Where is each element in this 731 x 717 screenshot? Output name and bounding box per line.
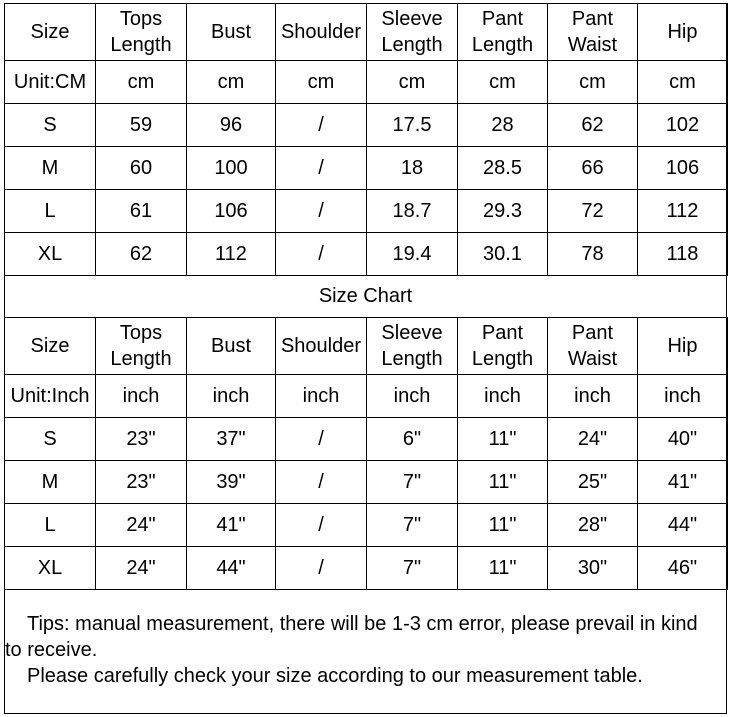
size-label-cell: XL [5,547,96,590]
table-cell: 28.5 [458,147,548,190]
column-header: Pant Length [458,318,548,375]
table-cell: 28" [548,504,638,547]
tips-line-3: Please carefully check your size according to our measurement table. [27,665,643,687]
table-cell: / [276,547,367,590]
table-cell: 112 [187,233,276,276]
table-cell: 7" [367,547,458,590]
table-cell: 11" [458,461,548,504]
column-header: Hip [638,4,728,61]
size-label-cell: L [5,190,96,233]
table-cell: inch [548,375,638,418]
table-cell: inch [638,375,728,418]
table-cell: 106 [187,190,276,233]
table-cell: 18.7 [367,190,458,233]
table-cell: cm [638,61,728,104]
table-cell: 6" [367,418,458,461]
table-cell: 96 [187,104,276,147]
column-header: Sleeve Length [367,4,458,61]
table-cell: 60 [96,147,187,190]
tips-note [4,589,727,714]
size-label-cell: Unit:CM [5,61,96,104]
table-cell: 11" [458,418,548,461]
table-row [5,418,728,461]
size-label-cell: Unit:Inch [5,375,96,418]
table-cell: 78 [548,233,638,276]
table-cell: 44" [638,504,728,547]
table-cell: 7" [367,504,458,547]
table-cell: 102 [638,104,728,147]
table-cell: 11" [458,504,548,547]
table-units-row [5,61,728,104]
table-cell: 62 [548,104,638,147]
size-label-cell: L [5,504,96,547]
table-cell: 11" [458,547,548,590]
size-chart-caption: Size Chart [4,274,727,318]
column-header: Pant Length [458,4,548,61]
table-cell: cm [96,61,187,104]
table-cell: inch [187,375,276,418]
column-header: Bust [187,318,276,375]
table-row [5,233,728,276]
table-cell: 23" [96,418,187,461]
table-header-row [5,318,728,375]
size-label-cell: S [5,418,96,461]
table-cell: 72 [548,190,638,233]
table-cell: / [276,418,367,461]
table-cell: 46" [638,547,728,590]
table-cell: 59 [96,104,187,147]
size-table-cm-body [5,4,728,276]
table-cell: cm [548,61,638,104]
size-label-cell: M [5,147,96,190]
column-header: Shoulder [276,318,367,375]
table-cell: cm [367,61,458,104]
column-header: Tops Length [96,4,187,61]
table-row [5,190,728,233]
tips-line-2: to receive. [5,639,98,661]
table-units-row [5,375,728,418]
table-cell: 41" [638,461,728,504]
table-cell: 29.3 [458,190,548,233]
table-cell: 17.5 [367,104,458,147]
table-cell: 66 [548,147,638,190]
column-header: Size [5,318,96,375]
table-cell: 24" [96,547,187,590]
size-label-cell: XL [5,233,96,276]
table-cell: 41" [187,504,276,547]
table-cell: inch [367,375,458,418]
column-header: Pant Waist [548,4,638,61]
tips-line-1: Tips: manual measurement, there will be 1-3 cm error, please prevail in kind [27,613,698,635]
column-header: Pant Waist [548,318,638,375]
table-header-row [5,4,728,61]
table-cell: / [276,504,367,547]
table-cell: cm [458,61,548,104]
table-cell: 40" [638,418,728,461]
table-cell: 19.4 [367,233,458,276]
table-cell: inch [276,375,367,418]
size-table-inch [4,317,728,590]
table-cell: 28 [458,104,548,147]
table-row [5,104,728,147]
size-label-cell: S [5,104,96,147]
table-cell: 106 [638,147,728,190]
table-cell: 44" [187,547,276,590]
table-cell: cm [187,61,276,104]
column-header: Bust [187,4,276,61]
table-cell: 30" [548,547,638,590]
table-row [5,147,728,190]
table-cell: / [276,233,367,276]
table-row [5,504,728,547]
table-cell: 118 [638,233,728,276]
table-cell: / [276,104,367,147]
table-cell: 100 [187,147,276,190]
table-cell: 62 [96,233,187,276]
table-cell: 7" [367,461,458,504]
size-label-cell: M [5,461,96,504]
table-cell: 25" [548,461,638,504]
size-table-inch-body [5,318,728,590]
table-cell: 37" [187,418,276,461]
table-cell: cm [276,61,367,104]
table-cell: 23" [96,461,187,504]
table-cell: inch [96,375,187,418]
table-cell: / [276,461,367,504]
column-header: Size [5,4,96,61]
table-cell: 24" [96,504,187,547]
table-row [5,547,728,590]
table-cell: 24" [548,418,638,461]
size-table-cm [4,3,728,276]
table-cell: 112 [638,190,728,233]
table-cell: 61 [96,190,187,233]
table-row [5,461,728,504]
column-header: Shoulder [276,4,367,61]
column-header: Tops Length [96,318,187,375]
table-cell: / [276,147,367,190]
table-cell: inch [458,375,548,418]
table-cell: 30.1 [458,233,548,276]
table-cell: / [276,190,367,233]
table-cell: 39" [187,461,276,504]
table-cell: 18 [367,147,458,190]
column-header: Sleeve Length [367,318,458,375]
column-header: Hip [638,318,728,375]
